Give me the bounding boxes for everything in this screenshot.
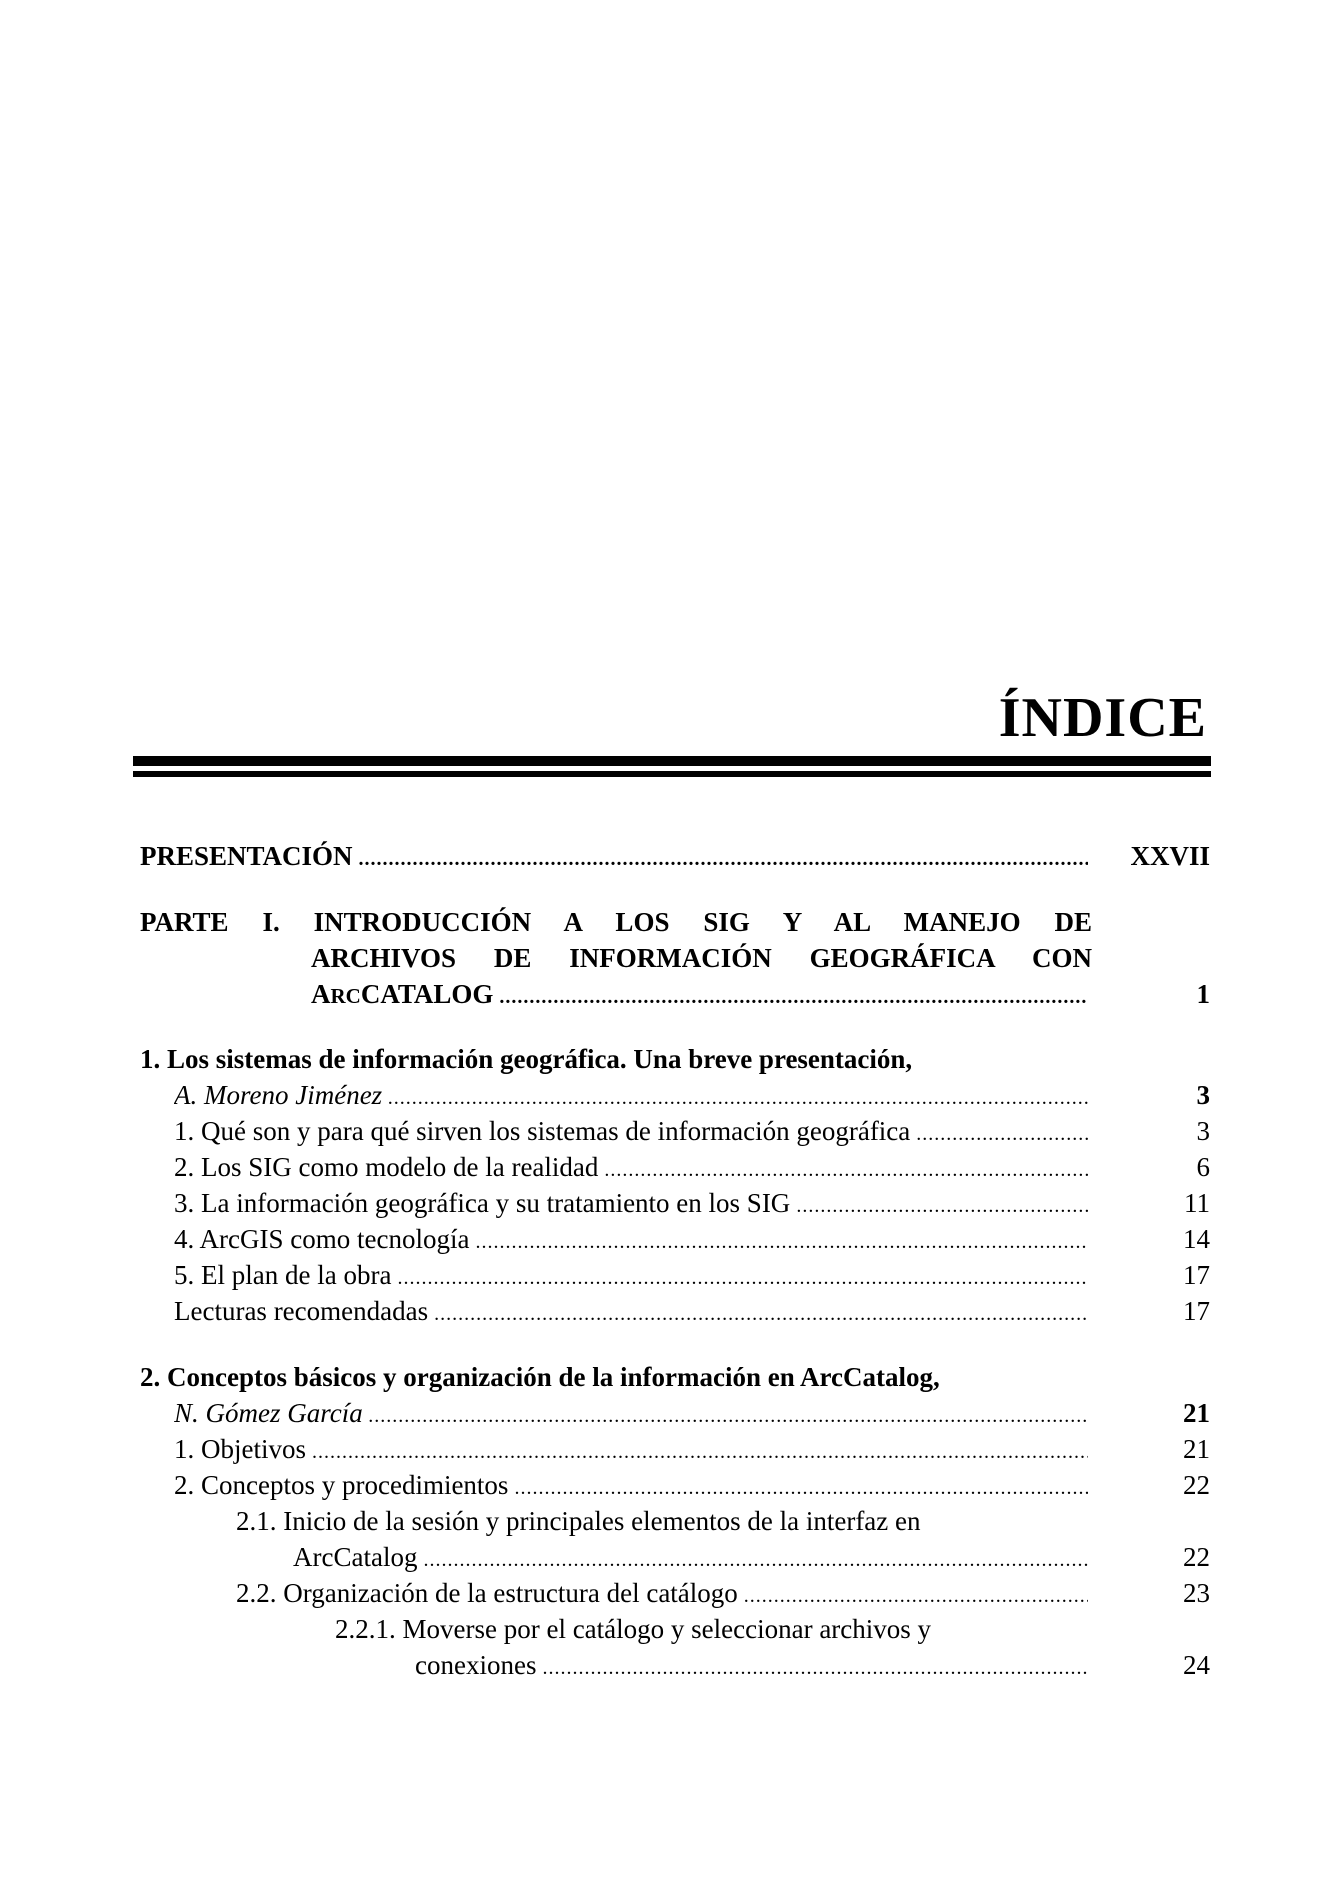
chapter-2-author: N. Gómez García: [174, 1398, 363, 1428]
toc-subentry-line1: 2.1. Inicio de la sesión y principales elementos de la interfaz en: [236, 1506, 921, 1536]
toc-page-number: 6: [1196, 1152, 1210, 1182]
title-rule-thin: [133, 771, 1211, 777]
dot-leader: [388, 1080, 1088, 1113]
dot-leader: [434, 1296, 1088, 1329]
toc-entry[interactable]: [415, 1647, 1092, 1683]
chapter-1-author: A. Moreno Jiménez: [174, 1080, 383, 1110]
toc-entry-label: 2.2. Organización de la estructura del catálogo: [236, 1578, 738, 1608]
toc-entry-presentacion[interactable]: [140, 838, 1092, 874]
dot-leader: [312, 1434, 1088, 1467]
toc-entry-label: 1. Objetivos: [174, 1434, 306, 1464]
dot-leader: [499, 979, 1088, 1012]
toc-entry-label: ArcCatalog: [293, 1542, 418, 1572]
toc-page-number: XXVII: [1130, 841, 1210, 871]
toc-page-number: 22: [1183, 1542, 1210, 1572]
arccatalog-rc: RC: [330, 984, 361, 1008]
toc-page-number: 1: [1196, 979, 1210, 1009]
part-heading-line2: ARCHIVOS DE INFORMACIÓN GEOGRÁFICA CON: [311, 943, 1092, 973]
toc-page-number: 3: [1196, 1080, 1210, 1110]
dot-leader: [796, 1188, 1088, 1221]
dot-leader: [369, 1398, 1088, 1431]
chapter-2-title: 2. Conceptos básicos y organización de la información en ArcCatalog,: [140, 1362, 940, 1392]
toc-entry-label: conexiones: [415, 1650, 537, 1680]
toc-entry[interactable]: [174, 1149, 1092, 1185]
dot-leader: [397, 1260, 1088, 1293]
chapter-2-author-entry[interactable]: [174, 1395, 1092, 1431]
toc-entry[interactable]: [293, 1539, 1092, 1575]
toc-page-number: 21: [1183, 1398, 1210, 1428]
dot-leader: [916, 1116, 1088, 1149]
part-heading-line3[interactable]: [311, 976, 1092, 1012]
toc-entry-label: 4. ArcGIS como tecnología: [174, 1224, 470, 1254]
toc-entry[interactable]: [236, 1575, 1092, 1611]
chapter-1-title: 1. Los sistemas de información geográfica. Una breve presentación,: [140, 1044, 913, 1074]
toc-page-number: 21: [1183, 1434, 1210, 1464]
toc-entry[interactable]: [174, 1293, 1092, 1329]
arccatalog-catalog: CATALOG: [360, 979, 494, 1009]
toc-entry[interactable]: [174, 1257, 1092, 1293]
arccatalog-a: A: [311, 979, 331, 1009]
dot-leader: [514, 1470, 1088, 1503]
toc-page-number: 3: [1196, 1116, 1210, 1146]
dot-leader: [359, 841, 1088, 874]
dot-leader: [604, 1152, 1088, 1185]
dot-leader: [542, 1650, 1088, 1683]
toc-entry-label: 2. Los SIG como modelo de la realidad: [174, 1152, 599, 1182]
toc-entry[interactable]: [174, 1431, 1092, 1467]
toc-entry-label: 3. La información geográfica y su tratamiento en los SIG: [174, 1188, 791, 1218]
toc-entry[interactable]: [174, 1113, 1092, 1149]
toc-subentry-line1: 2.2.1. Moverse por el catálogo y seleccionar archivos y: [335, 1614, 932, 1644]
toc-entry-label: PRESENTACIÓN: [140, 841, 353, 871]
toc-page-number: 14: [1183, 1224, 1210, 1254]
toc-page-number: 17: [1183, 1296, 1210, 1326]
toc-entry[interactable]: [174, 1221, 1092, 1257]
toc-page-number: 11: [1184, 1188, 1210, 1218]
toc-page-number: 23: [1183, 1578, 1210, 1608]
part-heading-line1: PARTE I. INTRODUCCIÓN A LOS SIG Y AL MANEJO DE: [140, 907, 1092, 937]
dot-leader: [423, 1542, 1088, 1575]
toc-entry[interactable]: [174, 1467, 1092, 1503]
toc-entry[interactable]: [174, 1185, 1092, 1221]
toc-entry-label: Lecturas recomendadas: [174, 1296, 429, 1326]
dot-leader: [475, 1224, 1088, 1257]
toc-page-number: 24: [1183, 1650, 1210, 1680]
toc-page-number: 22: [1183, 1470, 1210, 1500]
toc-entry-label: 2. Conceptos y procedimientos: [174, 1470, 509, 1500]
page-title: ÍNDICE: [998, 687, 1207, 749]
title-rule-thick: [133, 756, 1211, 766]
toc-entry-label: 5. El plan de la obra: [174, 1260, 392, 1290]
toc-entry-label: 1. Qué son y para qué sirven los sistemas de información geográfica: [174, 1116, 911, 1146]
dot-leader: [744, 1578, 1088, 1611]
chapter-1-author-entry[interactable]: [174, 1077, 1092, 1113]
toc-page-number: 17: [1183, 1260, 1210, 1290]
part-heading-arccatalog: [311, 976, 493, 1012]
